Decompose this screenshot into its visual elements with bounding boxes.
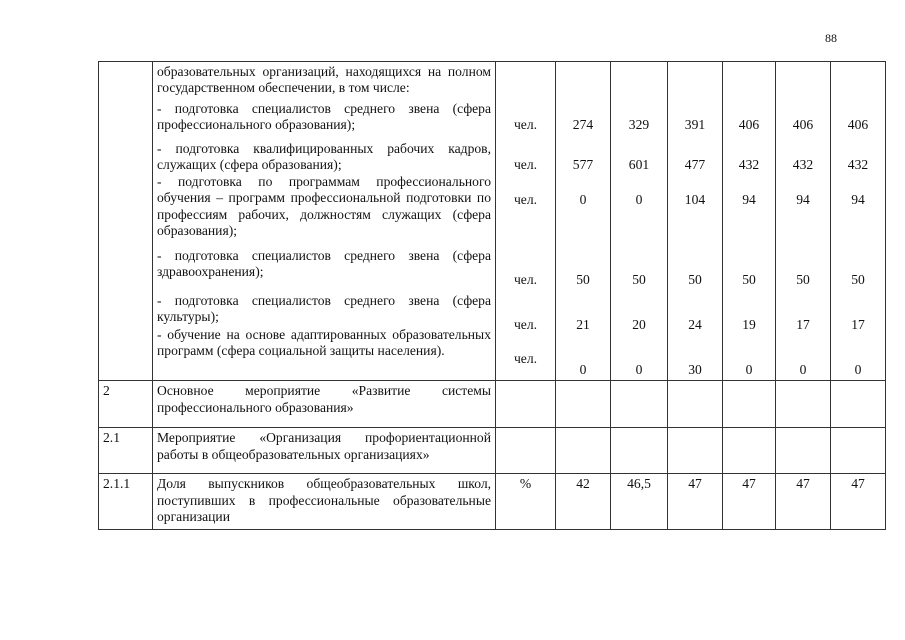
value-cell xyxy=(831,381,886,428)
sub-item: - обучение на основе адаптированных образовательных программ (сфера социальной защиты населения). xyxy=(157,326,491,359)
unit-cell xyxy=(496,428,556,474)
sub-item: - подготовка специалистов среднего звена (сфера здравоохранения); xyxy=(157,247,491,280)
value: 50 xyxy=(688,272,702,287)
value: 0 xyxy=(799,362,807,377)
value: 577 xyxy=(572,157,594,172)
value: 30 xyxy=(688,362,702,377)
value: 94 xyxy=(851,192,865,207)
value: 50 xyxy=(851,272,865,287)
value-cell xyxy=(668,428,723,474)
sub-item: - подготовка квалифицированных рабочих кадров, служащих (сфера образования); xyxy=(157,140,491,173)
value-cell xyxy=(723,381,776,428)
continuation-intro: образовательных организаций, находящихся на полном государственном обеспечении, в том числе: xyxy=(157,64,491,96)
unit-cell: % xyxy=(496,474,556,530)
table-row xyxy=(99,381,886,428)
value-cell: 42 xyxy=(556,474,611,530)
table-row xyxy=(99,474,886,530)
value: 391 xyxy=(684,117,706,132)
unit: чел. xyxy=(513,157,538,172)
value: 104 xyxy=(684,192,706,207)
value-column-5 xyxy=(776,62,831,381)
value-column-4 xyxy=(723,62,776,381)
value-cell xyxy=(556,381,611,428)
value-cell: 46,5 xyxy=(611,474,668,530)
row-description-cell: Доля выпускников общеобразовательных школ, поступивших в профессиональные образовательные организации xyxy=(153,474,496,530)
unit-cell xyxy=(496,381,556,428)
row-number-cell xyxy=(99,62,153,381)
value: 0 xyxy=(579,362,587,377)
value-cell: 47 xyxy=(723,474,776,530)
value-cell xyxy=(776,428,831,474)
value: 0 xyxy=(854,362,862,377)
row-number-cell: 2.1.1 xyxy=(99,474,153,530)
value: 329 xyxy=(628,117,650,132)
unit: чел. xyxy=(513,192,538,207)
value-cell xyxy=(556,428,611,474)
value: 17 xyxy=(851,317,865,332)
value-cell xyxy=(611,381,668,428)
value: 406 xyxy=(792,117,814,132)
unit-cell xyxy=(496,62,556,381)
value: 50 xyxy=(576,272,590,287)
value: 274 xyxy=(572,117,594,132)
page-number: 88 xyxy=(825,31,837,45)
row-number-cell: 2.1 xyxy=(99,428,153,474)
value-column-3 xyxy=(668,62,723,381)
value: 0 xyxy=(635,362,643,377)
value: 50 xyxy=(632,272,646,287)
unit: чел. xyxy=(513,117,538,132)
value: 94 xyxy=(796,192,810,207)
value: 94 xyxy=(742,192,756,207)
value: 21 xyxy=(576,317,590,332)
row-description-cell: Мероприятие «Организация профориентационной работы в общеобразовательных организациях» xyxy=(153,428,496,474)
sub-item: - подготовка по программам профессионального обучения – программ профессиональной подготовки по профессиям рабочих, должностям служащих (сфера образования); xyxy=(157,173,491,239)
value: 477 xyxy=(684,157,706,172)
value-column-6 xyxy=(831,62,886,381)
value: 50 xyxy=(742,272,756,287)
value-cell xyxy=(831,428,886,474)
value: 432 xyxy=(792,157,814,172)
value: 19 xyxy=(742,317,756,332)
value: 0 xyxy=(635,192,643,207)
value-column-2 xyxy=(611,62,668,381)
row-description-cell xyxy=(153,62,496,381)
value: 0 xyxy=(745,362,753,377)
value: 406 xyxy=(738,117,760,132)
value-cell: 47 xyxy=(668,474,723,530)
value: 20 xyxy=(632,317,646,332)
value: 432 xyxy=(738,157,760,172)
value-cell: 47 xyxy=(831,474,886,530)
sub-item: - подготовка специалистов среднего звена (сфера культуры); xyxy=(157,292,491,325)
table-row xyxy=(99,62,886,381)
value-cell xyxy=(776,381,831,428)
sub-item: - подготовка специалистов среднего звена (сфера профессионального образования); xyxy=(157,100,491,133)
value-cell xyxy=(668,381,723,428)
value-cell xyxy=(723,428,776,474)
value-column-1 xyxy=(556,62,611,381)
unit: чел. xyxy=(513,351,538,366)
value-cell xyxy=(611,428,668,474)
value-cell: 47 xyxy=(776,474,831,530)
row-description-cell: Основное мероприятие «Развитие системы профессионального образования» xyxy=(153,381,496,428)
value: 601 xyxy=(628,157,650,172)
unit: чел. xyxy=(513,272,538,287)
value: 17 xyxy=(796,317,810,332)
value: 432 xyxy=(847,157,869,172)
indicators-table xyxy=(98,61,886,530)
value: 24 xyxy=(688,317,702,332)
value: 50 xyxy=(796,272,810,287)
value: 406 xyxy=(847,117,869,132)
unit: чел. xyxy=(513,317,538,332)
value: 0 xyxy=(579,192,587,207)
table-row xyxy=(99,428,886,474)
row-number-cell: 2 xyxy=(99,381,153,428)
